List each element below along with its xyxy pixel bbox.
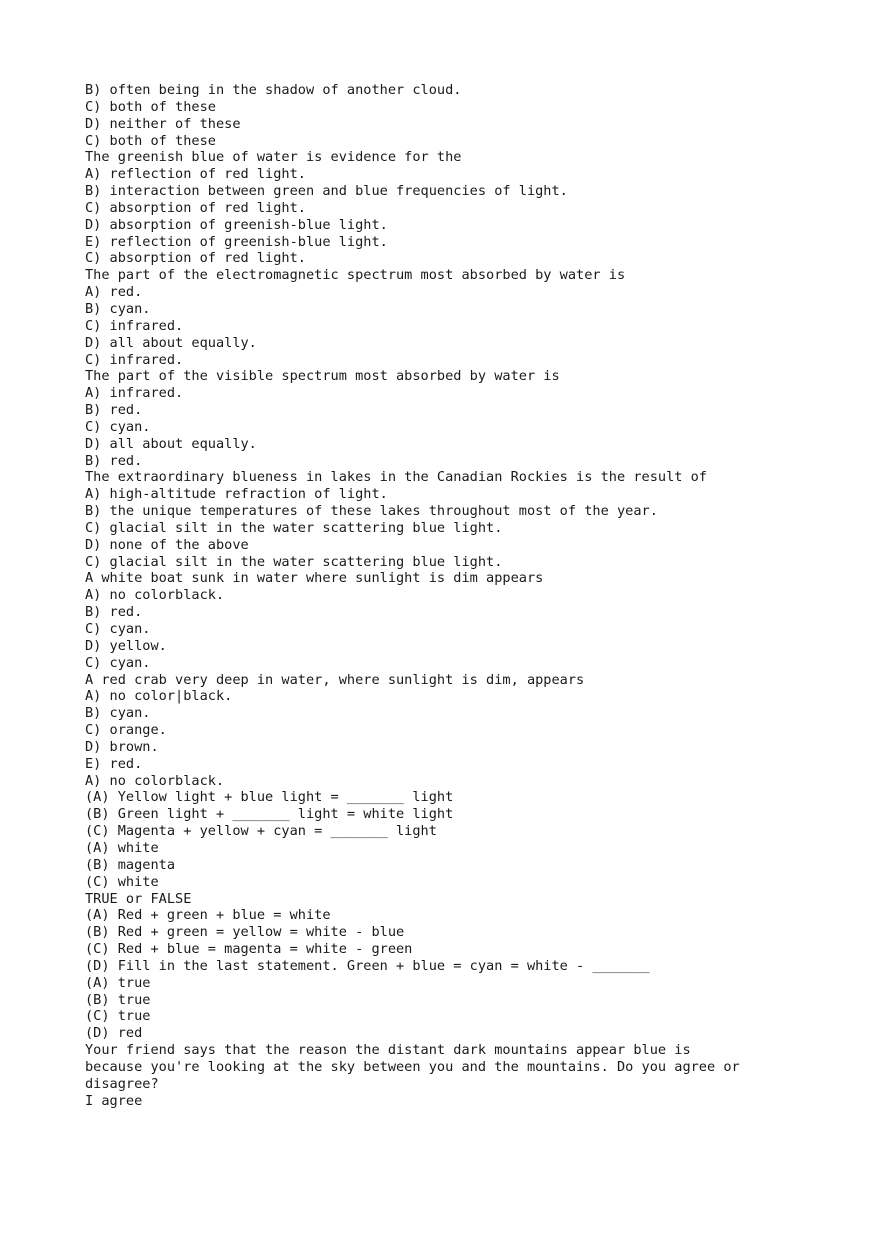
text-line: A) high-altitude refraction of light.: [85, 486, 388, 503]
text-line: D) absorption of greenish-blue light.: [85, 216, 388, 233]
text-line: A) no colorblack.: [85, 772, 225, 789]
text-line: B) interaction between green and blue frequencies of light.: [85, 183, 568, 200]
text-line: B) red.: [85, 402, 143, 419]
text-line: E) red.: [85, 755, 143, 772]
text-line: C) cyan.: [85, 418, 151, 435]
text-line: (A) Red + green + blue = white: [85, 907, 331, 924]
text-line: (B) magenta: [85, 856, 176, 873]
text-line: C) both of these: [85, 132, 216, 149]
text-line: B) cyan.: [85, 300, 151, 317]
text-line: C) both of these: [85, 98, 216, 115]
text-line: D) all about equally.: [85, 334, 257, 351]
question-line: (A) Yellow light + blue light = _______ light: [85, 789, 454, 806]
text-line: A) red.: [85, 284, 143, 301]
text-line: (B) Red + green = yellow = white - blue: [85, 924, 405, 941]
text-line: A) no colorblack.: [85, 587, 225, 604]
text-line: (A) white: [85, 839, 159, 856]
text-line: A) reflection of red light.: [85, 166, 306, 183]
question-line: because you're looking at the sky between you and the mountains. Do you agree or: [85, 1058, 740, 1075]
text-line: B) often being in the shadow of another cloud.: [85, 82, 462, 98]
text-line: (D) red: [85, 1025, 143, 1042]
text-line: (C) true: [85, 1008, 151, 1025]
question-line: A red crab very deep in water, where sunlight is dim, appears: [85, 671, 585, 688]
question-line: TRUE or FALSE: [85, 890, 192, 907]
text-line: B) the unique temperatures of these lakes throughout most of the year.: [85, 503, 658, 520]
question-line: The part of the electromagnetic spectrum most absorbed by water is: [85, 267, 626, 284]
question-line: The part of the visible spectrum most absorbed by water is: [85, 368, 560, 385]
question-line: Your friend says that the reason the distant dark mountains appear blue is: [85, 1042, 691, 1059]
question-line: The greenish blue of water is evidence for the: [85, 149, 462, 166]
question-line: disagree?: [85, 1075, 159, 1092]
text-line: C) absorption of red light.: [85, 199, 306, 216]
text-line: C) cyan.: [85, 654, 151, 671]
text-line: C) glacial silt in the water scattering blue light.: [85, 553, 503, 570]
text-line: (A) true: [85, 974, 151, 991]
text-line: D) brown.: [85, 738, 159, 755]
text-line: C) orange.: [85, 722, 167, 739]
text-line: (D) Fill in the last statement. Green + blue = cyan = white - _______: [85, 957, 650, 974]
text-line: B) cyan.: [85, 705, 151, 722]
text-line: (B) true: [85, 991, 151, 1008]
text-line: C) cyan.: [85, 621, 151, 637]
text-line: C) glacial silt in the water scattering blue light.: [85, 519, 503, 536]
question-line: A white boat sunk in water where sunlight is dim appears: [85, 570, 544, 587]
document-body: [85, 82, 865, 1109]
text-line: B) red.: [85, 604, 143, 621]
text-line: (C) white: [85, 873, 159, 890]
text-line: A) infrared.: [85, 385, 184, 402]
text-line: C) infrared.: [85, 317, 184, 334]
text-line: A) no color|black.: [85, 688, 233, 705]
text-line: D) none of the above: [85, 536, 249, 553]
text-line: C) infrared.: [85, 351, 184, 368]
text-line: D) yellow.: [85, 637, 167, 654]
text-line: D) all about equally.: [85, 435, 257, 452]
text-line: E) reflection of greenish-blue light.: [85, 233, 388, 250]
text-line: B) red.: [85, 452, 143, 469]
question-line: (C) Magenta + yellow + cyan = _______ light: [85, 823, 437, 840]
text-line: C) absorption of red light.: [85, 250, 306, 267]
text-line: I agree: [85, 1092, 143, 1109]
question-line: The extraordinary blueness in lakes in the Canadian Rockies is the result of: [85, 469, 707, 486]
text-line: D) neither of these: [85, 115, 241, 132]
text-line: (C) Red + blue = magenta = white - green: [85, 941, 413, 958]
question-line: (B) Green light + _______ light = white light: [85, 806, 454, 823]
